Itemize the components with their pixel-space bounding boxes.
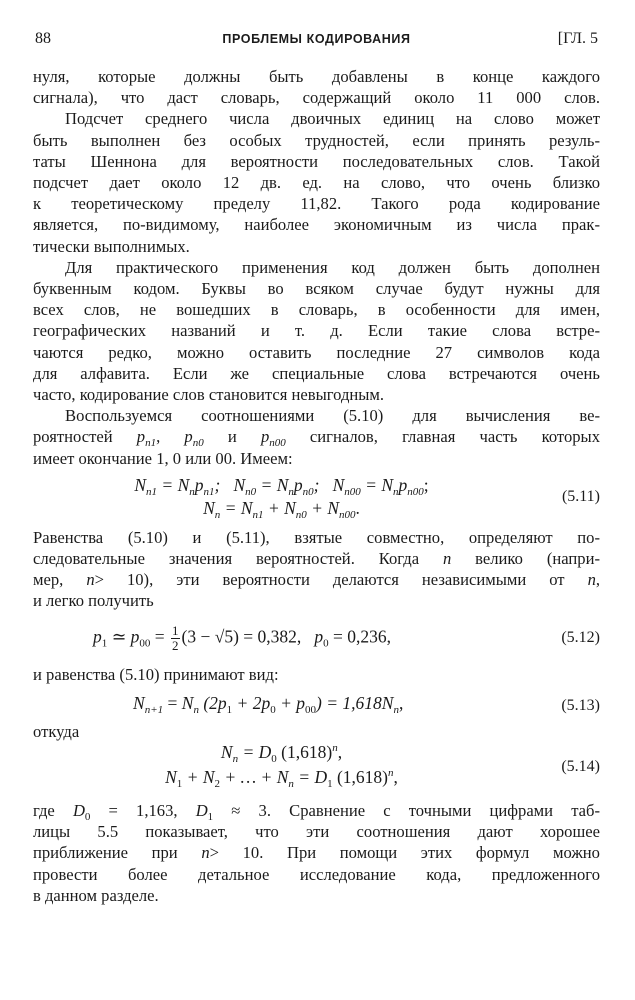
text-line: нуля, которые должны быть добавлены в конце каждого	[33, 67, 600, 86]
text-line: тически выполнимых.	[33, 236, 190, 256]
equation-number: (5.12)	[561, 628, 600, 646]
equation-line: $N_n = D_0$ $(1,618)^n$,	[220, 742, 343, 766]
text-line: таты Шеннона для вероятности последовательных слов. Такой	[33, 151, 600, 171]
equation-5-12	[33, 614, 600, 660]
paragraph-6	[33, 664, 600, 685]
text-line: лицы 5.5 показывает, что эти соотношения дают хорошее	[33, 822, 600, 842]
page-number: 88	[35, 30, 51, 47]
equation-number: (5.14)	[561, 758, 600, 776]
equation-5-14	[33, 742, 600, 794]
book-page	[33, 30, 600, 906]
paragraph-3	[33, 257, 600, 405]
text-line: имеет окончание 1, 0 или 00. Имеем:	[33, 448, 293, 468]
paragraph-4	[33, 405, 600, 469]
running-title: ПРОБЛЕМЫ КОДИРОВАНИЯ	[222, 32, 411, 46]
text-line: быть выполнен без особых трудностей, если принять резуль-	[33, 130, 600, 150]
text-line: к теоретическому пределу 11,82. Такого рода кодирование	[33, 194, 600, 214]
equation-line: $N_{n1} = N_np_{n1}$; $N_{n0} = N_np_{n0}$; $N_{n00} = N_np_{n00}$;	[134, 474, 429, 498]
page-body	[33, 66, 600, 906]
chapter-marker: [ГЛ. 5	[557, 30, 598, 47]
paragraph-7	[33, 800, 600, 906]
text-line: Подсчет среднего числа двоичных единиц на слово может	[65, 109, 600, 129]
equation-5-13	[33, 691, 600, 721]
text-line: Равенства (5.10) и (5.11), взятые совместно, определяют по-	[33, 527, 600, 547]
text-line: чаются редко, можно оставить последние 27 символов кода	[33, 342, 600, 362]
text-line: в данном разделе.	[33, 885, 159, 905]
text-line: является, по-видимому, наиболее экономичным из числа прак-	[33, 215, 600, 235]
equation-line: $N_1 + N_2$ + … + $N_n = D_1$ $(1,618)^n$,	[165, 767, 398, 791]
text-line: подсчет дает около 12 дв. ед. на слово, что очень близко	[33, 173, 600, 193]
paragraph-2	[33, 108, 600, 256]
text-line: следовательные значения вероятностей. Когда n велико (напри-	[33, 549, 600, 569]
text-line: и равенства (5.10) принимают вид:	[33, 664, 279, 684]
equation-5-11	[33, 475, 600, 523]
equation-line: $N_{n+1} = N_n$ $(2p_1 + 2p_0 + p_{00}) = 1,618N_n$,	[133, 692, 404, 716]
text-line: роятностей $p_{n1}$, $p_{n0}$ и $p_{n00}$ сигналов, главная часть которых	[33, 427, 600, 450]
text-line: часто, кодирование слов становится невыгодным.	[33, 385, 385, 405]
word-otkuda: откуда	[33, 721, 80, 741]
equation-line: $N_n = N_{n1} + N_{n0} + N_{n00}$.	[203, 497, 360, 521]
text-line: приближение при n> 10. При помощи этих формул можно	[33, 843, 600, 863]
text-line: Для практического применения код должен быть дополнен	[65, 257, 600, 277]
text-line: буквенным кодом. Буквы во всяком случае будут нужны для	[33, 279, 600, 299]
fraction: $\frac{1}{2}$	[172, 622, 179, 653]
text-line: мер, n> 10), эти вероятности делаются независимыми от n,	[33, 570, 601, 590]
text-line: для алфавита. Если же специальные слова встречаются очень	[33, 363, 600, 383]
equation-number: (5.13)	[561, 696, 600, 714]
text-line: провести более детальное исследование кода, предложенного	[33, 864, 600, 884]
equation-line: $p_1$ ≃ $p_{00}$ = $\frac{1}{2}$ (3 − √5) = 0,382, $p_0 = 0,236$,	[93, 622, 392, 653]
text-line: сигнала), что даст словарь, содержащий около 11 000 слов.	[33, 88, 600, 108]
text-line: всех слов, не вошедших в словарь, в особенности для имен,	[33, 300, 600, 320]
paragraph-1	[33, 66, 600, 108]
text-line: где $D_0 = 1,163$, $D_1 \approx 3$. Сравнение с точными цифрами таб-	[33, 801, 600, 824]
paragraph-5	[33, 527, 600, 612]
equation-number: (5.11)	[561, 487, 600, 505]
text-line: и легко получить	[33, 591, 154, 611]
text-line: Воспользуемся соотношениями (5.10) для вычисления ве-	[65, 406, 600, 426]
text-line: географических названий и т. д. Если такие слова встре-	[33, 321, 600, 341]
page-header	[33, 30, 600, 52]
